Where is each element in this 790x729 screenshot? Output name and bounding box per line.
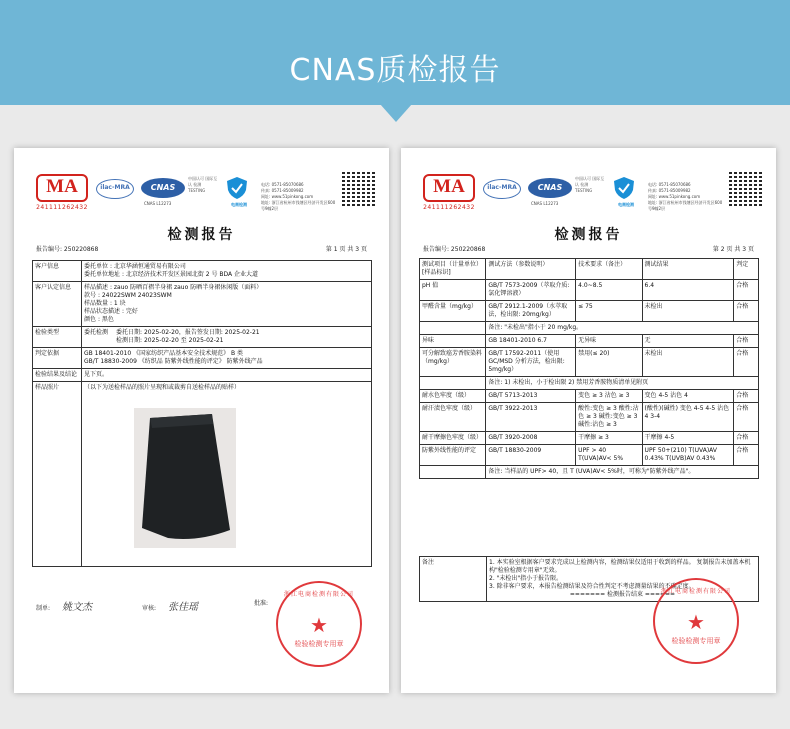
- certification-logos: MA 241111262432 ilac-MRA CNAS CNAS L12273 中国认可 国际互认 检测 TESTING 电商检测 电话: 0571-85070686 传真: 0571-85009982 网址: www.51pinkong.com 地址: 浙江省杭州市钱塘区经济开发区600号9幢2层: [36, 174, 366, 210]
- table-row: 备注: "未检出"指小于 20 mg/kg。: [420, 322, 759, 335]
- ilac-mra-logo: ilac-MRA: [96, 179, 134, 199]
- doc-title: 检测报告: [167, 227, 236, 243]
- shield-check-icon: [613, 176, 635, 200]
- doc-title: 检测报告: [554, 227, 623, 243]
- qr-code[interactable]: [729, 172, 763, 206]
- sig-make-name: 姚文杰: [61, 602, 92, 613]
- table-row: 甲醛含量（mg/kg） GB/T 2912.1-2009（水萃取法，检出限: 20mg/kg） ≤ 75 未检出 合格: [420, 301, 759, 322]
- cnas-logo: CNAS: [528, 178, 572, 198]
- report-info-table: 客户信息 委托单位 : 北京华涵恒通贸易有限公司 委托单位地址 : 北京经济技术开发区景园北街 2 号 BDA 企业大道 客户认定信息 样品描述 : zauo 防晒百褶半身裙 zauo 防晒半身裙休闲版（面料） 款号 : 24022SWM 24023SWM 样品数量 : 1 块 样品状态描述 : 完好 颜色 : 黑色 检验类型 委托检测 委托日期: 2025-02-20，报告签发日期: 2025-02-21 检测日期: 2025-02-20 至 2025-02-21 判定依据 GB 18401-2010 《国家纺织产品基本安全技术规范》 B 类 GB/T 18830-2009 《纺织品 防紫外线性能的评定》 防紫外线产品 检验结果及结论 见下页。 样品照片 （以下为送检样品的照片呈现和或裁剪自送检样品的贴样）: [32, 260, 372, 567]
- page-number: 第 2 页 共 3 页: [712, 246, 754, 253]
- report-page-2: [401, 148, 776, 693]
- skirt-image: [138, 410, 232, 548]
- sig-make-label: 制单:: [36, 605, 51, 612]
- ilac-mra-logo: ilac-MRA: [483, 179, 521, 199]
- ma-logo: MA 241111262432: [36, 176, 88, 211]
- sig-check-name: 张佳瑶: [167, 602, 198, 613]
- banner-arrow: [380, 104, 412, 122]
- page-number: 第 1 页 共 3 页: [325, 246, 367, 253]
- page-title: CNAS质检报告: [289, 53, 501, 88]
- sample-photo: [134, 408, 236, 548]
- table-row: 异味 GB 18401-2010 6.7 无异味 无 合格: [420, 335, 759, 348]
- cnas-logo: CNAS: [141, 178, 185, 198]
- table-row: 耐水色牢度（级） GB/T 5713-2013 变色 ≥ 3 沾色 ≥ 3 变色 4-5 沾色 4 合格: [420, 390, 759, 403]
- lab-address: 电话: 0571-85070686 传真: 0571-85009982 网址: www.51pinkong.com 地址: 浙江省杭州市钱塘区经济开发区600号9幢2层: [261, 182, 336, 211]
- test-results-table: 测试项目（计量单位）[样品标识] 测试方法（参数说明） 技术要求（备注） 测试结果 判定 pH 值 GB/T 7573-2009（萃取介质: 氯化钾溶液） 4.0~8.5 6.4 合格 甲醛含量（mg/kg） GB/T 2912.1-2009（水萃取法，检出限: 20mg/kg） ≤ 75 未检出 合格 备注: "未检出"指小于 20 mg/kg。 异味 GB 18401-2010 6.7 无异味 无 合格 可分解致癌芳香胺染料（mg/kg） GB/T 17592-2011（使用 GC/MSD 分析方法，检出限: 5mg/kg） 禁用(≤ 20) 未检出 合格 备注: 1) 未检出，小于检出限 2) 禁用芳香胺物质清单见附页 耐水色牢度（级） GB/T 5713-2013 变色 ≥ 3 沾色 ≥ 3 变色 4-5 沾色 4 合格 耐汗渍色牢度（级） GB/T 3922-2013 酸性:变色 ≥ 3 酸性:沾色 ≥ 3 碱性:变色 ≥ 3 碱性:沾色 ≥ 3 (酸性)(碱性) 变色 4-5 4-5 沾色 4 3-4 合格 耐干摩擦色牢度（级） GB/T 3920-2008 干摩擦 ≥ 3 干摩擦 4-5 合格 防紫外线性能的评定 GB/T 18830-2009 UPF > 40 T(UVA)AV< 5% UPF 50+(210) T(UVA)AV 0.43% T(UVB)AV 0.43% 合格 备注: 当样品的 UPF> 40，且 T (UVA)AV< 5%时，可称为"防紫外线产品"。: [419, 258, 759, 479]
- end-of-report: ======= 检测报告结束 ======: [569, 591, 676, 598]
- sig-approve-label: 批准:: [254, 600, 269, 607]
- table-row: 耐干摩擦色牢度（级） GB/T 3920-2008 干摩擦 ≥ 3 干摩擦 4-5 合格: [420, 432, 759, 445]
- report-number: 报告编号: 250220868: [36, 246, 99, 253]
- report-page-1: [14, 148, 389, 693]
- table-row: 防紫外线性能的评定 GB/T 18830-2009 UPF > 40 T(UVA)AV< 5% UPF 50+(210) T(UVA)AV 0.43% T(UVB)AV 0.43% 合格: [420, 445, 759, 466]
- ma-logo: MA 241111262432: [423, 176, 475, 211]
- certification-logos: MA 241111262432 ilac-MRA CNAS CNAS L12273 中国认可 国际互认 检测 TESTING 电商检测 电话: 0571-85070686 传真: 0571-85009982 网址: www.51pinkong.com 地址: 浙江省杭州市钱塘区经济开发区600号9幢2层: [423, 174, 753, 210]
- official-seal: 浙江电商检测有限公司 ★ 检验检测专用章: [653, 578, 739, 664]
- report-number: 报告编号: 250220868: [423, 246, 486, 253]
- table-row: pH 值 GB/T 7573-2009（萃取介质: 氯化钾溶液） 4.0~8.5 6.4 合格: [420, 280, 759, 301]
- table-row: 备注: 当样品的 UPF> 40，且 T (UVA)AV< 5%时，可称为"防紫外线产品"。: [420, 466, 759, 479]
- shield-check-icon: [226, 176, 248, 200]
- qr-code[interactable]: [342, 172, 376, 206]
- sig-check-label: 审核:: [142, 605, 157, 612]
- table-row: 耐汗渍色牢度（级） GB/T 3922-2013 酸性:变色 ≥ 3 酸性:沾色 ≥ 3 碱性:变色 ≥ 3 碱性:沾色 ≥ 3 (酸性)(碱性) 变色 4-5 4-5 沾色 4 3-4 合格: [420, 403, 759, 432]
- table-row: 可分解致癌芳香胺染料（mg/kg） GB/T 17592-2011（使用 GC/MSD 分析方法，检出限: 5mg/kg） 禁用(≤ 20) 未检出 合格: [420, 348, 759, 377]
- lab-address: 电话: 0571-85070686 传真: 0571-85009982 网址: www.51pinkong.com 地址: 浙江省杭州市钱塘区经济开发区600号9幢2层: [648, 182, 723, 211]
- table-row: 备注: 1) 未检出，小于检出限 2) 禁用芳香胺物质清单见附页: [420, 377, 759, 390]
- remarks-table: 备注 1. 本实验室根据客户要求完成以上检测内容，检测结果仅适用于收到的样品。 复制报告未加盖本机构"检验检测专用章"无效。 2. "未检出"指小于报告限。 3. 除非客户要求，本报告检测结果及符合性判定不考虑测量结果的不确定度。 ======= 检测报告结束 ======: [419, 556, 759, 602]
- official-seal: 浙江电商检测有限公司 ★ 检验检测专用章: [276, 581, 362, 667]
